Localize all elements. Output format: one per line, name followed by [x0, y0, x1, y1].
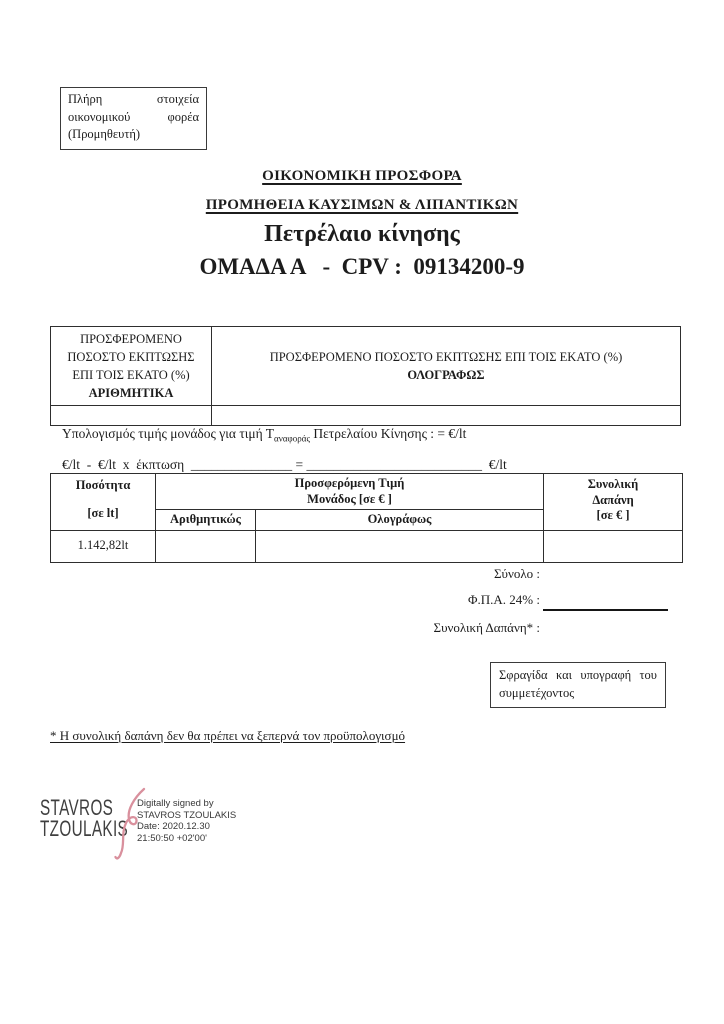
total-cost-header: Συνολική Δαπάνη [σε € ]	[544, 474, 683, 531]
total-underline	[543, 609, 668, 611]
product-title: Πετρέλαιο κίνησης	[264, 221, 460, 247]
unit-price-numeric-cell	[156, 530, 256, 562]
document-subtitle: ΠΡΟΜΗΘΕΙΑ ΚΑΥΣΙΜΩΝ & ΛΙΠΑΝΤΙΚΩΝ	[205, 197, 519, 213]
supplier-info-box	[60, 87, 207, 150]
unit-price-formula	[62, 421, 507, 477]
signature-details: Digitally signed by STAVROS TZOULAKIS Date: 2020.12.30 21:50:50 +02'00'	[137, 798, 237, 844]
discount-verbal-header: ΠΡΟΣΦΕΡΟΜΕΝΟ ΠΟΣΟΣΤΟ ΕΚΠΤΩΣΗΣ ΕΠΙ ΤΟΙΣ ΕΚΑΤΟ (%) ΟΛΟΓΡΑΦΩΣ	[212, 327, 681, 406]
formula-line-1: Υπολογισμός τιμής μονάδος για τιμή $T_{\alpha\nu\alpha\varphi o\rho ά\varsigma}$ Πετρελαίου Κίνησης : = €/lt	[62, 426, 467, 444]
unit-price-verbal-cell	[256, 530, 544, 562]
price-table	[50, 473, 683, 563]
numeric-subheader: Αριθμητικώς	[156, 510, 256, 531]
table-row	[51, 530, 683, 562]
stamp-signature-text: Σφραγίδα και υπογραφή του συμμετέχοντος	[499, 668, 657, 700]
signature-name: STAVROS TZOULAKIS	[40, 795, 129, 841]
supplier-info-text: Πλήρη στοιχεία οικονομικού φορέα (Προμηθευτή)	[68, 92, 199, 141]
verbal-subheader: Ολογράφως	[256, 510, 544, 531]
grand-total-label: Συνολική Δαπάνη* :	[433, 620, 540, 635]
subtotal-label: Σύνολο :	[493, 566, 540, 581]
quantity-value: 1.142,82lt	[51, 530, 156, 562]
vat-label: Φ.Π.Α. 24% :	[468, 592, 540, 607]
document-title: ΟΙΚΟΝΟΜΙΚΗ ΠΡΟΣΦΟΡΑ	[262, 168, 462, 184]
formula-line-2: €/lt - €/lt x έκπτωση _______________ = __________________________ €/lt	[62, 456, 507, 472]
unit-price-header: Προσφερόμενη Τιμή Μονάδος [σε € ]	[156, 474, 544, 510]
quantity-header: Ποσότητα [σε lt]	[51, 474, 156, 531]
discount-table	[50, 326, 681, 426]
budget-footnote: * Η συνολική δαπάνη δεν θα πρέπει να ξεπερνά τον προϋπολογισμό	[50, 728, 406, 743]
stamp-signature-box	[490, 662, 666, 708]
discount-numeric-header: ΠΡΟΣΦΕΡΟΜΕΝΟ ΠΟΣΟΣΤΟ ΕΚΠΤΩΣΗΣ ΕΠΙ ΤΟΙΣ ΕΚΑΤΟ (%) ΑΡΙΘΜΗΤΙΚΑ	[51, 327, 212, 406]
group-cpv-title: ΟΜΑΔΑ Α - CPV : 09134200-9	[199, 254, 525, 279]
total-cost-cell	[544, 530, 683, 562]
